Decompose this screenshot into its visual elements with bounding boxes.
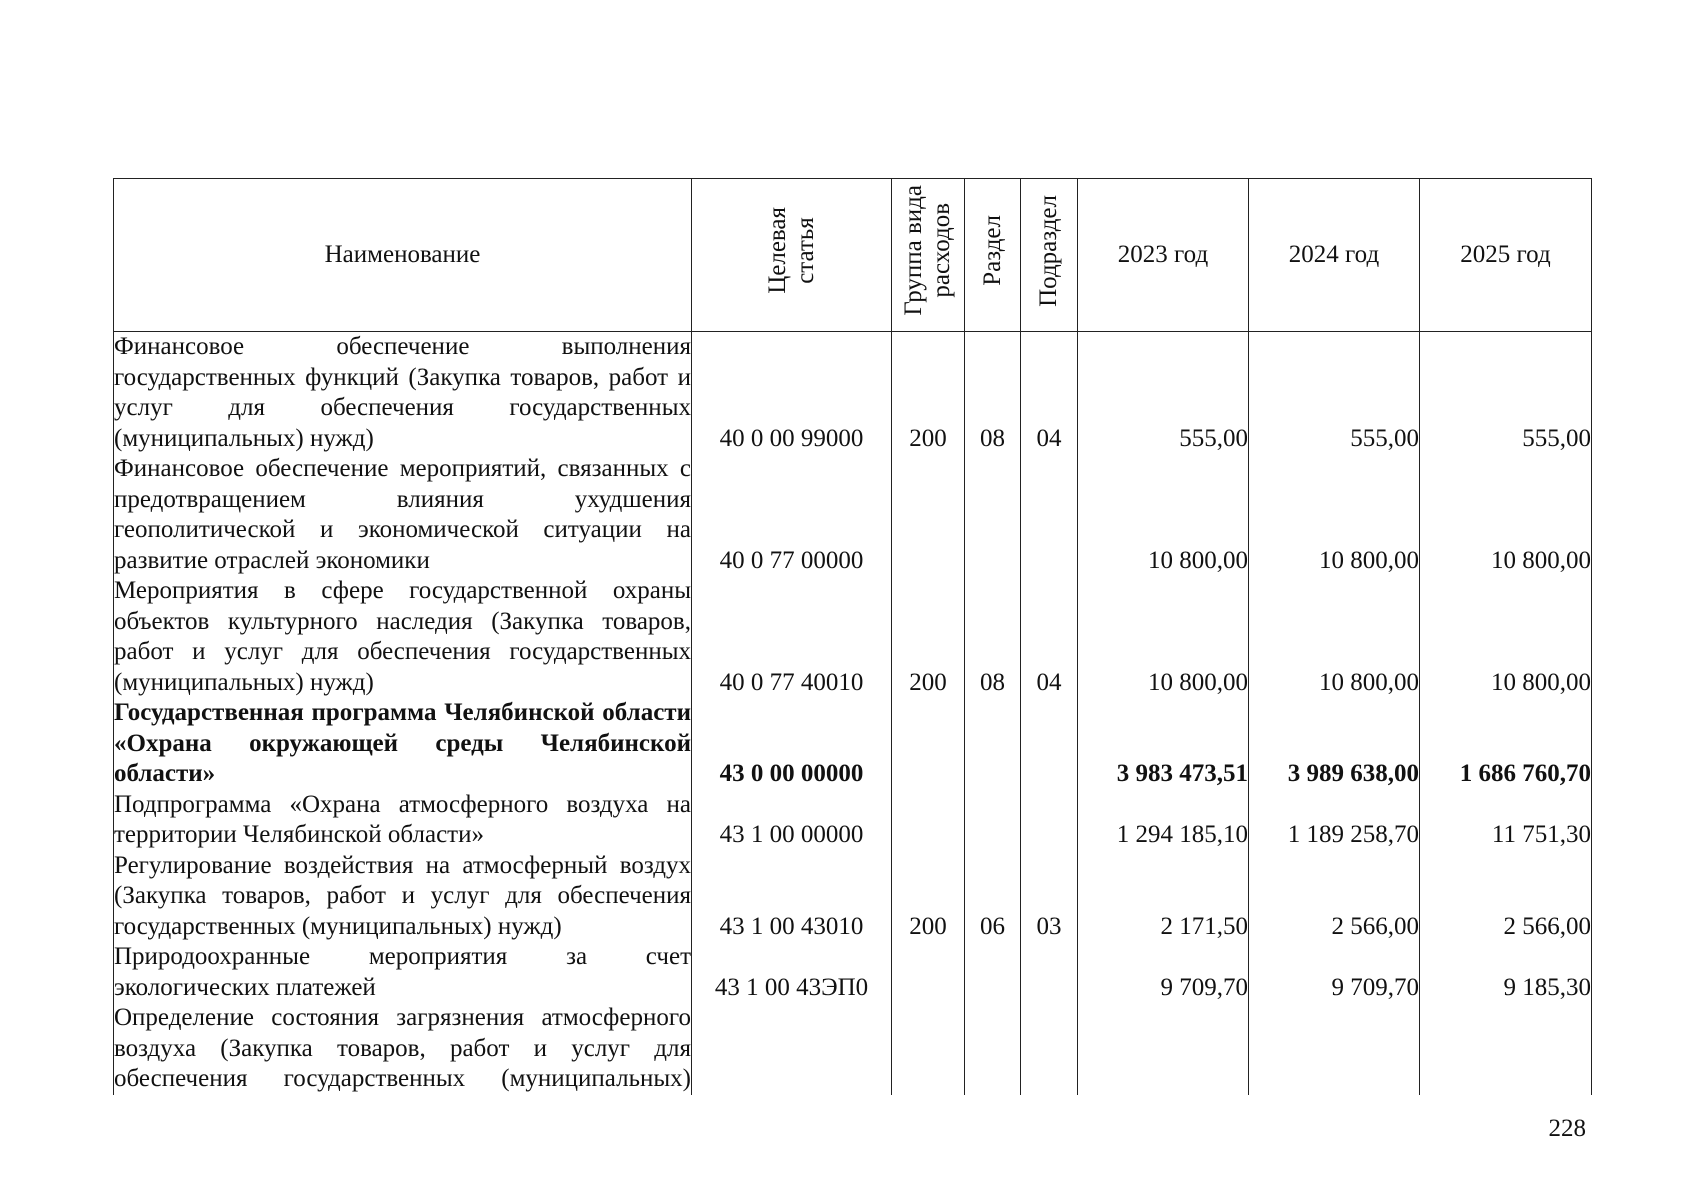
row-target-article-cell: 43 1 00 43ЭП0 [692,942,892,1003]
row-amount-2023-cell: 9 709,70 [1078,942,1249,1003]
row-amount-2024-cell: 2 566,00 [1249,851,1420,943]
row-expense-group-cell [892,698,965,790]
row-amount-2025-cell: 2 566,00 [1420,851,1592,943]
row-amount-2023-cell: 3 983 473,51 [1078,698,1249,790]
budget-table [113,178,1592,1095]
row-target-article-cell: 43 0 00 00000 [692,698,892,790]
table-row [114,332,1592,455]
table-row [114,790,1592,851]
row-amount-2023-cell: 555,00 [1078,332,1249,455]
row-expense-group-cell: 200 [892,332,965,455]
header-expense-group: Группа вида расходов [892,179,965,332]
row-amount-2023-cell: 10 800,00 [1078,576,1249,698]
row-target-article-cell: 40 0 77 00000 [692,454,892,576]
row-section-cell: 06 [965,851,1021,943]
row-amount-2025-cell: 10 800,00 [1420,576,1592,698]
page-number: 228 [1548,1115,1586,1142]
row-amount-2024-cell: 555,00 [1249,332,1420,455]
row-section-cell [965,1003,1021,1095]
row-target-article-cell: 40 0 00 99000 [692,332,892,455]
row-subsection-cell [1021,942,1078,1003]
row-name-cell: Подпрограмма «Охрана атмосферного воздуха на территории Челябинской области» [114,790,692,851]
row-name-cell: Государственная программа Челябинской области «Охрана окружающей среды Челябинской области» [114,698,692,790]
row-amount-2023-cell [1078,1003,1249,1095]
row-amount-2023-cell: 2 171,50 [1078,851,1249,943]
table-row [114,942,1592,1003]
row-target-article-cell: 40 0 77 40010 [692,576,892,698]
row-amount-2024-cell: 10 800,00 [1249,576,1420,698]
row-name-cell: Финансовое обеспечение выполнения государственных функций (Закупка товаров, работ и услуг для обеспечения государственных (муниципальных) нужд) [114,332,692,455]
row-target-article-cell: 43 1 00 43010 [692,851,892,943]
row-amount-2025-cell: 10 800,00 [1420,454,1592,576]
row-subsection-cell [1021,1003,1078,1095]
row-amount-2024-cell: 9 709,70 [1249,942,1420,1003]
row-target-article-cell [692,1003,892,1095]
row-section-cell [965,454,1021,576]
row-amount-2023-cell: 10 800,00 [1078,454,1249,576]
header-2023: 2023 год [1078,179,1249,332]
row-name-cell: Определение состояния загрязнения атмосферного воздуха (Закупка товаров, работ и услуг для обеспечения государственных (муниципальных) [114,1003,692,1095]
row-amount-2025-cell: 1 686 760,70 [1420,698,1592,790]
row-section-cell [965,790,1021,851]
table-body [114,332,1592,1095]
table-row [114,576,1592,698]
row-subsection-cell [1021,698,1078,790]
table-header-row [114,179,1592,332]
row-amount-2023-cell: 1 294 185,10 [1078,790,1249,851]
header-section: Раздел [965,179,1021,332]
header-2024: 2024 год [1249,179,1420,332]
row-subsection-cell: 04 [1021,332,1078,455]
header-subsection: Подраздел [1021,179,1078,332]
table-row [114,1003,1592,1095]
row-amount-2024-cell: 3 989 638,00 [1249,698,1420,790]
row-expense-group-cell [892,454,965,576]
row-amount-2025-cell: 9 185,30 [1420,942,1592,1003]
table-row [114,851,1592,943]
table-row [114,454,1592,576]
row-expense-group-cell [892,790,965,851]
row-name-cell: Мероприятия в сфере государственной охраны объектов культурного наследия (Закупка товаров, работ и услуг для обеспечения государственных (муниципальных) нужд) [114,576,692,698]
row-subsection-cell: 03 [1021,851,1078,943]
row-amount-2024-cell: 1 189 258,70 [1249,790,1420,851]
header-2025: 2025 год [1420,179,1592,332]
row-amount-2024-cell: 10 800,00 [1249,454,1420,576]
row-expense-group-cell: 200 [892,576,965,698]
row-name-cell: Природоохранные мероприятия за счет экологических платежей [114,942,692,1003]
row-expense-group-cell [892,1003,965,1095]
row-subsection-cell [1021,454,1078,576]
row-name-cell: Финансовое обеспечение мероприятий, связанных с предотвращением влияния ухудшения геополитической и экономической ситуации на развитие отраслей экономики [114,454,692,576]
row-amount-2025-cell: 11 751,30 [1420,790,1592,851]
row-section-cell [965,698,1021,790]
row-section-cell [965,942,1021,1003]
row-expense-group-cell [892,942,965,1003]
row-subsection-cell [1021,790,1078,851]
row-amount-2024-cell [1249,1003,1420,1095]
row-section-cell: 08 [965,332,1021,455]
header-name: Наименование [114,179,692,332]
row-section-cell: 08 [965,576,1021,698]
table-row [114,698,1592,790]
row-name-cell: Регулирование воздействия на атмосферный воздух (Закупка товаров, работ и услуг для обеспечения государственных (муниципальных) нужд) [114,851,692,943]
row-expense-group-cell: 200 [892,851,965,943]
row-subsection-cell: 04 [1021,576,1078,698]
header-target-article: Целевая статья [692,179,892,332]
row-target-article-cell: 43 1 00 00000 [692,790,892,851]
row-amount-2025-cell: 555,00 [1420,332,1592,455]
row-amount-2025-cell [1420,1003,1592,1095]
